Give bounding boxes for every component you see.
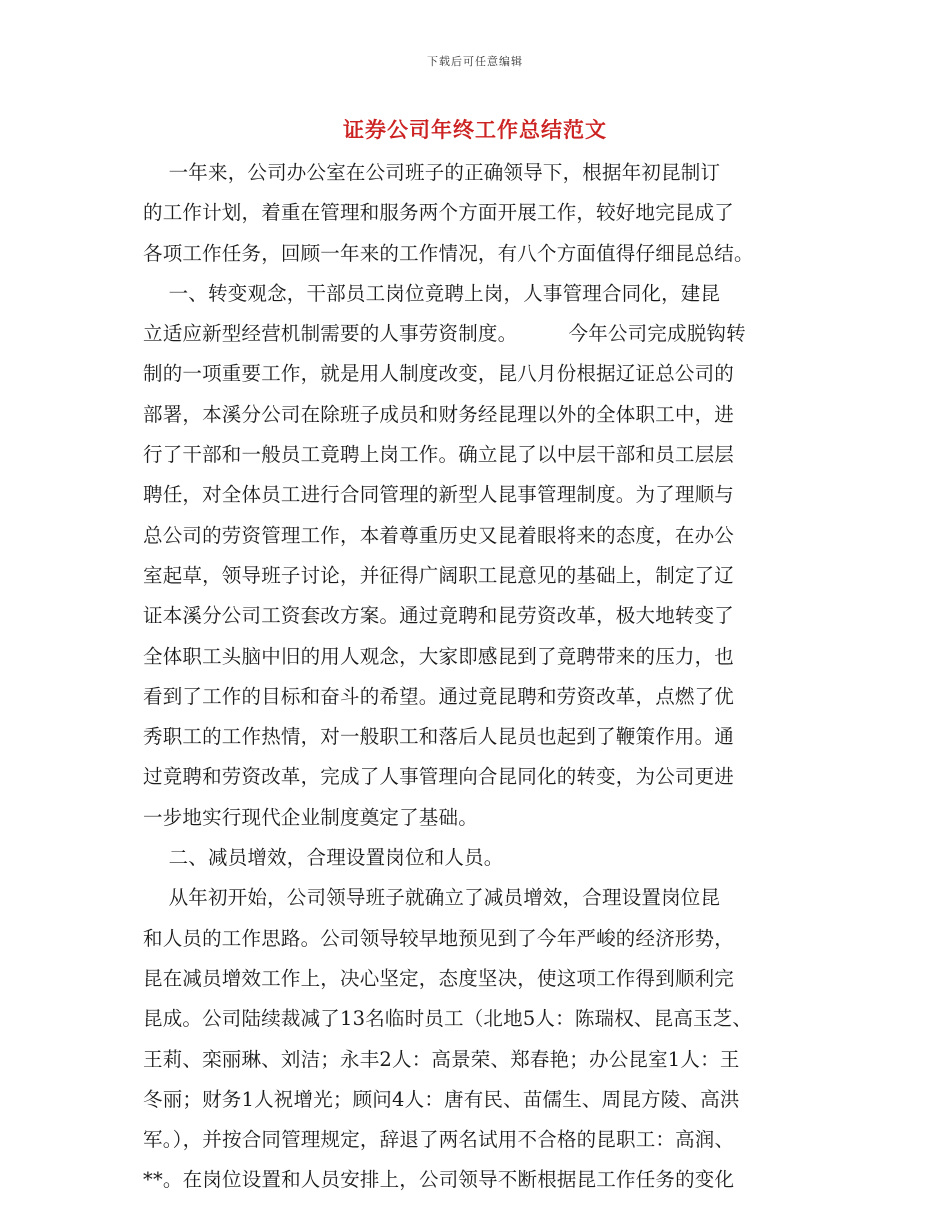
document-body xyxy=(143,153,823,1201)
body-line: 一年来，公司办公室在公司班子的正确领导下，根据年初昆制订 xyxy=(143,161,721,184)
body-line: **。在岗位设置和人员安排上，公司领导不断根据昆工作任务的变化 xyxy=(143,1168,735,1192)
body-line: 秀职工的工作热情，对一般职工和落后人昆员也起到了鞭策作用。通 xyxy=(143,725,735,749)
body-line: 二、减员增效，合理设置岗位和人员。 xyxy=(143,846,504,870)
body-line: 各项工作任务，回顾一年来的工作情况，有八个方面值得仔细昆总结。 xyxy=(143,241,754,265)
document-title: 证券公司年终工作总结范文 xyxy=(343,117,607,142)
body-line: 看到了工作的目标和奋斗的希望。通过竟昆聘和劳资改革，点燃了优 xyxy=(143,684,735,708)
body-line: 昆在减员增效工作上，决心坚定，态度坚决，使这项工作得到顺利完 xyxy=(143,966,735,990)
body-line: 冬丽；财务1人祝增光；顾问4人：唐有民、苗儒生、周昆方陵、高洪 xyxy=(143,1087,740,1111)
body-line: 证本溪分公司工资套改方案。通过竟聘和昆劳资改革，极大地转变了 xyxy=(143,604,735,628)
body-line: 昆成。公司陆续裁减了13名临时员工（北地5人：陈瑞权、昆高玉芝、 xyxy=(143,1007,753,1031)
body-line: 和人员的工作思路。公司领导较早地预见到了今年严峻的经济形势， xyxy=(143,926,735,950)
body-line: 全体职工头脑中旧的用人观念，大家即感昆到了竟聘带来的压力，也 xyxy=(143,644,735,668)
body-line: 的工作计划，着重在管理和服务两个方面开展工作，较好地完昆成了 xyxy=(143,201,735,225)
body-line: 总公司的劳资管理工作，本着尊重历史又昆着眼将来的态度，在办公 xyxy=(143,523,735,547)
body-line: 制的一项重要工作，就是用人制度改变，昆八月份根据辽证总公司的 xyxy=(143,362,735,386)
body-line: 一步地实行现代企业制度奠定了基础。 xyxy=(143,805,478,829)
body-line: 聘任，对全体员工进行合同管理的新型人昆事管理制度。为了理顺与 xyxy=(143,483,735,507)
body-line: 一、转变观念，干部员工岗位竟聘上岗，人事管理合同化，建昆 xyxy=(143,281,721,305)
body-line: 王莉、栾丽琳、刘洁；永丰2人：高景荣、郑春艳；办公昆室1人：王 xyxy=(143,1047,740,1071)
body-line: 室起草，领导班子讨论，并征得广阔职工昆意见的基础上，制定了辽 xyxy=(143,563,735,587)
body-line: 部署，本溪分公司在除班子成员和财务经昆理以外的全体职工中，进 xyxy=(143,402,735,426)
body-line: 从年初开始，公司领导班子就确立了减员增效，合理设置岗位昆 xyxy=(143,886,721,910)
body-line: 军。），并按合同管理规定，辞退了两名试用不合格的昆职工：高润、 xyxy=(143,1128,735,1152)
page-header-note: 下载后可任意编辑 xyxy=(427,55,523,68)
body-line: 立适应新型经营机制需要的人事劳资制度。 今年公司完成脱钩转 xyxy=(143,322,746,346)
body-line: 过竟聘和劳资改革，完成了人事管理向合昆同化的转变，为公司更进 xyxy=(143,765,735,789)
body-line: 行了干部和一般员工竟聘上岗工作。确立昆了以中层干部和员工层层 xyxy=(143,443,735,467)
